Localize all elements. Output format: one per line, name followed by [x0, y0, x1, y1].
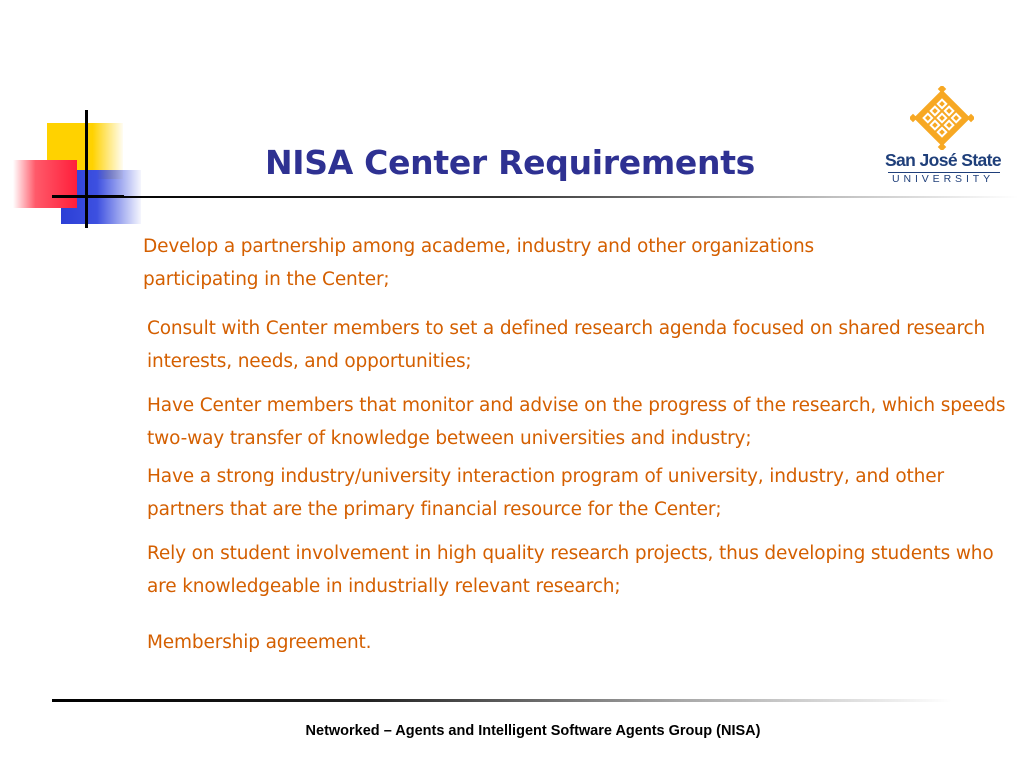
slide-title: NISA Center Requirements: [264, 143, 756, 182]
sjsu-logo-icon: [910, 86, 974, 150]
slide-footer: Networked – Agents and Intelligent Software Agents Group (NISA): [305, 723, 761, 739]
requirement-item-2: Consult with Center members to set a defined research agenda focused on shared research interests, needs, and opportunities;: [147, 318, 986, 372]
requirement-item-6: Membership agreement.: [147, 632, 372, 653]
requirement-item-1: Develop a partnership among academe, industry and other organizations participating in the Center;: [143, 236, 815, 290]
decor-vertical-line: [85, 110, 88, 228]
requirement-item-4: Have a strong industry/university interaction program of university, industry, and other partners that are the primary financial resource for the Center;: [147, 466, 944, 520]
logo-university-subtitle: UNIVERSITY: [891, 173, 994, 185]
decor-red-block: [13, 160, 77, 208]
footer-divider: [52, 699, 952, 702]
university-logo: [884, 86, 1002, 190]
logo-university-name: San José State: [884, 150, 1002, 170]
requirement-item-5: Rely on student involvement in high quality research projects, thus developing students who are knowledgeable in industrially relevant research;: [147, 543, 994, 597]
requirement-item-3: Have Center members that monitor and advise on the progress of the research, which speeds two-way transfer of knowledge between universities and industry;: [147, 395, 1006, 449]
title-divider: [88, 196, 1018, 198]
